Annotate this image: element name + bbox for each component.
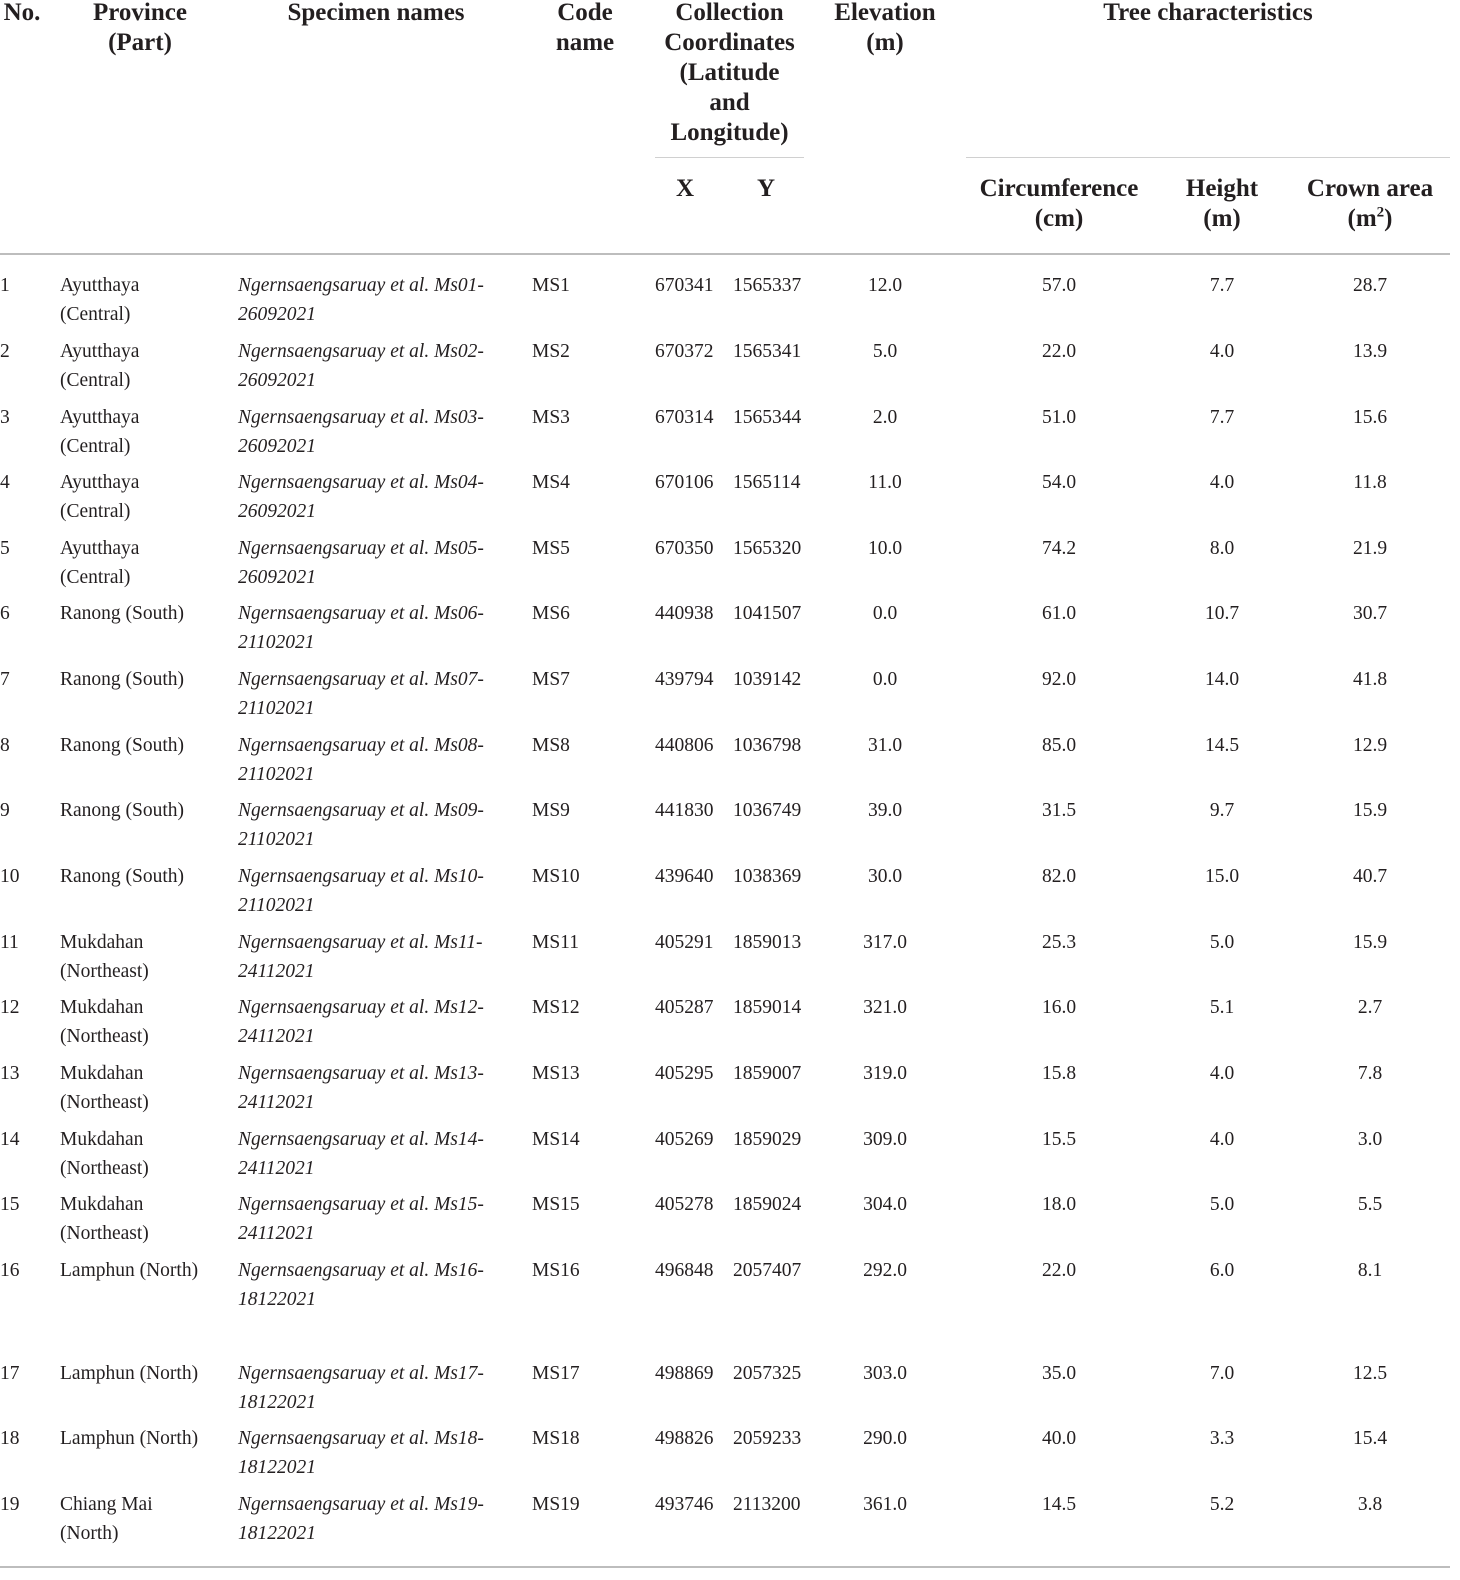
cell-circ: 40.0 (1041, 1428, 1077, 1449)
cell-province-line: (North) (60, 1523, 119, 1544)
cell-province (60, 1125, 230, 1183)
cell-province-line: (Northeast) (60, 1158, 149, 1179)
header-coords-line2: Coordinates (664, 29, 795, 56)
header-specimen: Specimen names (287, 0, 465, 26)
header-code-line1: Code (557, 0, 613, 26)
cell-code: MS3 (532, 407, 570, 428)
cell-elev: 361.0 (863, 1494, 907, 1515)
cell-no: 13 (0, 1063, 20, 1084)
cell-height: 15.0 (1204, 866, 1240, 887)
cell-crown: 40.7 (1352, 866, 1388, 887)
cell-specimen (238, 993, 528, 1051)
cell-province-line: (Central) (60, 370, 131, 391)
cell-specimen-line: 21102021 (238, 764, 315, 785)
header-coords-line3: (Latitude (679, 59, 780, 86)
cell-y: 1038369 (733, 866, 802, 887)
cell-no: 11 (0, 932, 19, 953)
cell-no: 5 (0, 538, 10, 559)
cell-province-line: Ranong (South) (60, 800, 185, 821)
header-coords-line4: and (709, 89, 750, 116)
cell-province (60, 796, 230, 825)
header-province-line1: Province (93, 0, 187, 26)
cell-province-line: Ranong (South) (60, 669, 185, 690)
header-bottom-rule (0, 253, 1450, 255)
cell-circ: 22.0 (1041, 1260, 1077, 1281)
cell-province-line: (Central) (60, 501, 131, 522)
header-circumference (966, 174, 1152, 234)
header-elevation (820, 0, 950, 58)
cell-specimen-line: Ngernsaengsaruay et al. Ms17- (238, 1363, 484, 1384)
cell-specimen-line: 26092021 (238, 436, 316, 457)
cell-y: 1039142 (733, 669, 802, 690)
cell-no: 12 (0, 997, 20, 1018)
header-elevation-line2: (m) (866, 29, 904, 56)
cell-y: 1859013 (733, 932, 802, 953)
cell-code: MS18 (532, 1428, 580, 1449)
cell-height: 4.0 (1209, 1063, 1235, 1084)
cell-crown: 12.9 (1352, 735, 1388, 756)
cell-province-line: Ayutthaya (60, 472, 140, 493)
header-tree-characteristics: Tree characteristics (1103, 0, 1313, 26)
header-code (530, 0, 640, 58)
cell-crown: 15.9 (1352, 800, 1388, 821)
cell-specimen-line: 26092021 (238, 567, 316, 588)
cell-province-line: Ayutthaya (60, 407, 140, 428)
cell-specimen (238, 928, 528, 986)
cell-specimen-line: Ngernsaengsaruay et al. Ms13- (238, 1063, 484, 1084)
cell-code: MS14 (532, 1129, 580, 1150)
header-crown-unit: (m (1347, 205, 1377, 232)
cell-no: 15 (0, 1194, 20, 1215)
cell-y: 1859024 (733, 1194, 802, 1215)
cell-specimen-line: 24112021 (238, 1223, 315, 1244)
cell-y: 1565114 (733, 472, 801, 493)
cell-x: 670372 (655, 341, 714, 362)
cell-circ: 15.5 (1041, 1129, 1077, 1150)
cell-specimen (238, 1490, 528, 1548)
cell-no: 1 (0, 275, 10, 296)
cell-elev: 39.0 (867, 800, 903, 821)
cell-code: MS7 (532, 669, 570, 690)
cell-province-line: (Central) (60, 567, 131, 588)
cell-height: 7.7 (1209, 275, 1235, 296)
cell-code: MS9 (532, 800, 570, 821)
header-elevation-line1: Elevation (834, 0, 936, 26)
cell-x: 498869 (655, 1363, 714, 1384)
cell-crown: 15.4 (1352, 1428, 1388, 1449)
cell-x: 439640 (655, 866, 714, 887)
cell-specimen (238, 731, 528, 789)
cell-province (60, 928, 230, 986)
cell-specimen-line: 24112021 (238, 1158, 315, 1179)
cell-y: 1036749 (733, 800, 802, 821)
cell-no: 16 (0, 1260, 20, 1281)
cell-province-line: Lamphun (North) (60, 1260, 199, 1281)
coords-header-rule (655, 157, 804, 158)
cell-elev: 11.0 (868, 472, 902, 493)
header-coords-line5: Longitude) (670, 119, 789, 146)
cell-specimen-line: Ngernsaengsaruay et al. Ms02- (238, 341, 484, 362)
cell-elev: 317.0 (863, 932, 907, 953)
cell-crown: 15.9 (1352, 932, 1388, 953)
cell-circ: 54.0 (1041, 472, 1077, 493)
cell-crown: 2.7 (1357, 997, 1383, 1018)
cell-height: 5.0 (1209, 932, 1235, 953)
cell-specimen-line: 26092021 (238, 304, 316, 325)
cell-height: 4.0 (1209, 472, 1235, 493)
cell-x: 496848 (655, 1260, 714, 1281)
cell-circ: 15.8 (1041, 1063, 1077, 1084)
cell-x: 405295 (655, 1063, 714, 1084)
cell-province-line: Chiang Mai (60, 1494, 153, 1515)
cell-specimen-line: 18122021 (238, 1457, 316, 1478)
header-province-line2: (Part) (108, 29, 172, 56)
cell-elev: 31.0 (867, 735, 903, 756)
cell-specimen (238, 1359, 528, 1417)
cell-province (60, 1424, 230, 1453)
cell-height: 4.0 (1209, 341, 1235, 362)
cell-province (60, 1490, 230, 1548)
header-y: Y (756, 175, 776, 202)
header-coordinates (655, 0, 804, 148)
cell-province (60, 665, 230, 694)
cell-code: MS12 (532, 997, 580, 1018)
cell-x: 441830 (655, 800, 714, 821)
cell-province (60, 731, 230, 760)
cell-specimen-line: Ngernsaengsaruay et al. Ms11- (238, 932, 483, 953)
cell-province (60, 1256, 230, 1285)
cell-specimen-line: 24112021 (238, 1092, 315, 1113)
cell-no: 4 (0, 472, 10, 493)
cell-height: 14.5 (1204, 735, 1240, 756)
cell-no: 17 (0, 1363, 20, 1384)
cell-elev: 292.0 (863, 1260, 907, 1281)
cell-specimen-line: 26092021 (238, 370, 316, 391)
cell-height: 14.0 (1204, 669, 1240, 690)
cell-circ: 22.0 (1041, 341, 1077, 362)
cell-specimen-line: Ngernsaengsaruay et al. Ms06- (238, 603, 484, 624)
cell-x: 670341 (655, 275, 714, 296)
cell-y: 2057407 (733, 1260, 802, 1281)
cell-no: 18 (0, 1428, 20, 1449)
cell-province-line: Mukdahan (60, 1129, 144, 1150)
cell-code: MS2 (532, 341, 570, 362)
cell-x: 405269 (655, 1129, 714, 1150)
cell-circ: 14.5 (1041, 1494, 1077, 1515)
cell-specimen (238, 1190, 528, 1248)
cell-no: 2 (0, 341, 10, 362)
cell-code: MS17 (532, 1363, 580, 1384)
cell-circ: 82.0 (1041, 866, 1077, 887)
cell-height: 4.0 (1209, 1129, 1235, 1150)
cell-elev: 319.0 (863, 1063, 907, 1084)
cell-x: 670314 (655, 407, 714, 428)
cell-circ: 31.5 (1041, 800, 1077, 821)
cell-no: 7 (0, 669, 10, 690)
cell-province-line: Mukdahan (60, 1194, 144, 1215)
cell-province (60, 1059, 230, 1117)
cell-specimen-line: Ngernsaengsaruay et al. Ms15- (238, 1194, 484, 1215)
cell-x: 440938 (655, 603, 714, 624)
cell-elev: 0.0 (872, 603, 898, 624)
cell-specimen (238, 337, 528, 395)
cell-y: 1036798 (733, 735, 802, 756)
header-province (60, 0, 220, 58)
cell-y: 1859029 (733, 1129, 802, 1150)
cell-code: MS16 (532, 1260, 580, 1281)
cell-y: 1565320 (733, 538, 802, 559)
header-circumference-line2: (cm) (1034, 205, 1084, 232)
cell-code: MS1 (532, 275, 570, 296)
cell-height: 5.2 (1209, 1494, 1235, 1515)
cell-province (60, 468, 230, 526)
cell-crown: 13.9 (1352, 341, 1388, 362)
cell-crown: 30.7 (1352, 603, 1388, 624)
cell-crown: 28.7 (1352, 275, 1388, 296)
header-height-line2: (m) (1203, 205, 1241, 232)
cell-specimen (238, 862, 528, 920)
cell-x: 493746 (655, 1494, 714, 1515)
cell-elev: 30.0 (867, 866, 903, 887)
cell-crown: 41.8 (1352, 669, 1388, 690)
cell-elev: 304.0 (863, 1194, 907, 1215)
cell-no: 6 (0, 603, 10, 624)
cell-elev: 0.0 (872, 669, 898, 690)
cell-province (60, 534, 230, 592)
cell-elev: 303.0 (863, 1363, 907, 1384)
cell-y: 2059233 (733, 1428, 802, 1449)
cell-x: 670106 (655, 472, 714, 493)
cell-height: 7.0 (1209, 1363, 1235, 1384)
cell-code: MS10 (532, 866, 580, 887)
cell-specimen (238, 468, 528, 526)
cell-specimen-line: Ngernsaengsaruay et al. Ms19- (238, 1494, 484, 1515)
cell-circ: 35.0 (1041, 1363, 1077, 1384)
cell-province (60, 1359, 230, 1388)
cell-x: 498826 (655, 1428, 714, 1449)
cell-specimen-line: 24112021 (238, 961, 315, 982)
cell-specimen-line: 21102021 (238, 895, 315, 916)
header-crown-line1: Crown area (1306, 175, 1434, 202)
cell-y: 1565341 (733, 341, 802, 362)
cell-specimen-line: Ngernsaengsaruay et al. Ms18- (238, 1428, 484, 1449)
cell-province-line: (Central) (60, 304, 131, 325)
cell-circ: 74.2 (1041, 538, 1077, 559)
cell-y: 1041507 (733, 603, 802, 624)
cell-province-line: Ranong (South) (60, 735, 185, 756)
cell-specimen-line: Ngernsaengsaruay et al. Ms08- (238, 735, 484, 756)
cell-y: 2057325 (733, 1363, 802, 1384)
cell-province (60, 862, 230, 891)
cell-province-line: (Northeast) (60, 1223, 149, 1244)
cell-specimen (238, 599, 528, 657)
cell-code: MS5 (532, 538, 570, 559)
cell-specimen (238, 1256, 528, 1314)
cell-province-line: Mukdahan (60, 997, 144, 1018)
cell-code: MS8 (532, 735, 570, 756)
cell-y: 2113200 (733, 1494, 801, 1515)
cell-height: 7.7 (1209, 407, 1235, 428)
cell-province (60, 1190, 230, 1248)
cell-specimen-line: 21102021 (238, 632, 315, 653)
cell-x: 670350 (655, 538, 714, 559)
cell-province (60, 599, 230, 628)
cell-specimen-line: 26092021 (238, 501, 316, 522)
cell-height: 6.0 (1209, 1260, 1235, 1281)
cell-elev: 309.0 (863, 1129, 907, 1150)
cell-specimen-line: Ngernsaengsaruay et al. Ms16- (238, 1260, 484, 1281)
cell-specimen-line: Ngernsaengsaruay et al. Ms12- (238, 997, 484, 1018)
cell-province-line: Ayutthaya (60, 275, 140, 296)
cell-code: MS13 (532, 1063, 580, 1084)
cell-province-line: Lamphun (North) (60, 1363, 199, 1384)
cell-crown: 21.9 (1352, 538, 1388, 559)
cell-crown: 3.8 (1357, 1494, 1383, 1515)
cell-crown: 5.5 (1357, 1194, 1383, 1215)
cell-specimen-line: Ngernsaengsaruay et al. Ms07- (238, 669, 484, 690)
header-height (1166, 174, 1278, 234)
cell-height: 3.3 (1209, 1428, 1235, 1449)
cell-elev: 290.0 (863, 1428, 907, 1449)
cell-code: MS11 (532, 932, 579, 953)
cell-province-line: Mukdahan (60, 1063, 144, 1084)
cell-no: 3 (0, 407, 10, 428)
cell-specimen-line: Ngernsaengsaruay et al. Ms03- (238, 407, 484, 428)
cell-circ: 92.0 (1041, 669, 1077, 690)
cell-specimen (238, 665, 528, 723)
cell-specimen-line: Ngernsaengsaruay et al. Ms01- (238, 275, 484, 296)
cell-specimen (238, 534, 528, 592)
cell-height: 8.0 (1209, 538, 1235, 559)
cell-specimen (238, 1125, 528, 1183)
cell-province (60, 337, 230, 395)
cell-no: 10 (0, 866, 20, 887)
cell-y: 1565344 (733, 407, 802, 428)
cell-code: MS6 (532, 603, 570, 624)
tree-header-rule (966, 157, 1450, 158)
header-crown-area (1292, 174, 1448, 234)
cell-x: 405291 (655, 932, 714, 953)
cell-province (60, 271, 230, 329)
cell-circ: 61.0 (1041, 603, 1077, 624)
cell-specimen-line: Ngernsaengsaruay et al. Ms04- (238, 472, 484, 493)
header-code-line2: name (555, 29, 615, 56)
cell-specimen-line: 21102021 (238, 698, 315, 719)
cell-height: 10.7 (1204, 603, 1240, 624)
cell-code: MS19 (532, 1494, 580, 1515)
cell-elev: 2.0 (872, 407, 898, 428)
cell-specimen-line: 24112021 (238, 1026, 315, 1047)
cell-province-line: (Northeast) (60, 1092, 149, 1113)
cell-crown: 3.0 (1357, 1129, 1383, 1150)
cell-province-line: (Central) (60, 436, 131, 457)
cell-circ: 85.0 (1041, 735, 1077, 756)
cell-elev: 10.0 (867, 538, 903, 559)
cell-specimen (238, 1424, 528, 1482)
cell-height: 9.7 (1209, 800, 1235, 821)
cell-x: 405287 (655, 997, 714, 1018)
cell-specimen-line: Ngernsaengsaruay et al. Ms10- (238, 866, 484, 887)
cell-y: 1565337 (733, 275, 802, 296)
cell-specimen-line: 18122021 (238, 1392, 316, 1413)
cell-crown: 7.8 (1357, 1063, 1383, 1084)
cell-y: 1859014 (733, 997, 802, 1018)
cell-no: 9 (0, 800, 10, 821)
cell-no: 8 (0, 735, 10, 756)
cell-no: 19 (0, 1494, 20, 1515)
cell-code: MS15 (532, 1194, 580, 1215)
cell-province (60, 993, 230, 1051)
cell-specimen (238, 403, 528, 461)
cell-crown: 12.5 (1352, 1363, 1388, 1384)
cell-circ: 25.3 (1041, 932, 1077, 953)
header-no: No. (3, 0, 41, 26)
cell-elev: 5.0 (872, 341, 898, 362)
header-height-line1: Height (1185, 175, 1259, 202)
header-coords-line1: Collection (675, 0, 784, 26)
cell-no: 14 (0, 1129, 20, 1150)
cell-province-line: Ranong (South) (60, 603, 185, 624)
cell-circ: 16.0 (1041, 997, 1077, 1018)
cell-height: 5.1 (1209, 997, 1235, 1018)
cell-specimen-line: 18122021 (238, 1523, 316, 1544)
cell-y: 1859007 (733, 1063, 802, 1084)
table-bottom-rule (0, 1566, 1450, 1568)
cell-elev: 321.0 (863, 997, 907, 1018)
cell-x: 440806 (655, 735, 714, 756)
cell-x: 439794 (655, 669, 714, 690)
cell-elev: 12.0 (867, 275, 903, 296)
header-crown-sup: 2 (1376, 204, 1385, 221)
header-crown-line2 (1292, 204, 1448, 234)
cell-specimen-line: Ngernsaengsaruay et al. Ms05- (238, 538, 484, 559)
cell-crown: 15.6 (1352, 407, 1388, 428)
cell-crown: 11.8 (1353, 472, 1387, 493)
cell-crown: 8.1 (1357, 1260, 1383, 1281)
cell-circ: 57.0 (1041, 275, 1077, 296)
cell-specimen (238, 796, 528, 854)
cell-circ: 18.0 (1041, 1194, 1077, 1215)
cell-specimen-line: Ngernsaengsaruay et al. Ms14- (238, 1129, 484, 1150)
cell-province-line: (Northeast) (60, 961, 149, 982)
cell-province-line: Mukdahan (60, 932, 144, 953)
cell-province-line: Ranong (South) (60, 866, 185, 887)
header-circumference-line1: Circumference (979, 175, 1139, 202)
cell-province-line: Lamphun (North) (60, 1428, 199, 1449)
header-x: X (675, 175, 695, 202)
cell-specimen-line: 21102021 (238, 829, 315, 850)
cell-x: 405278 (655, 1194, 714, 1215)
cell-specimen (238, 271, 528, 329)
cell-province (60, 403, 230, 461)
cell-specimen-line: Ngernsaengsaruay et al. Ms09- (238, 800, 484, 821)
cell-province-line: (Northeast) (60, 1026, 149, 1047)
cell-specimen (238, 1059, 528, 1117)
cell-province-line: Ayutthaya (60, 341, 140, 362)
header-crown-close: ) (1384, 205, 1393, 232)
cell-specimen-line: 18122021 (238, 1289, 316, 1310)
cell-circ: 51.0 (1041, 407, 1077, 428)
cell-province-line: Ayutthaya (60, 538, 140, 559)
cell-height: 5.0 (1209, 1194, 1235, 1215)
cell-code: MS4 (532, 472, 570, 493)
